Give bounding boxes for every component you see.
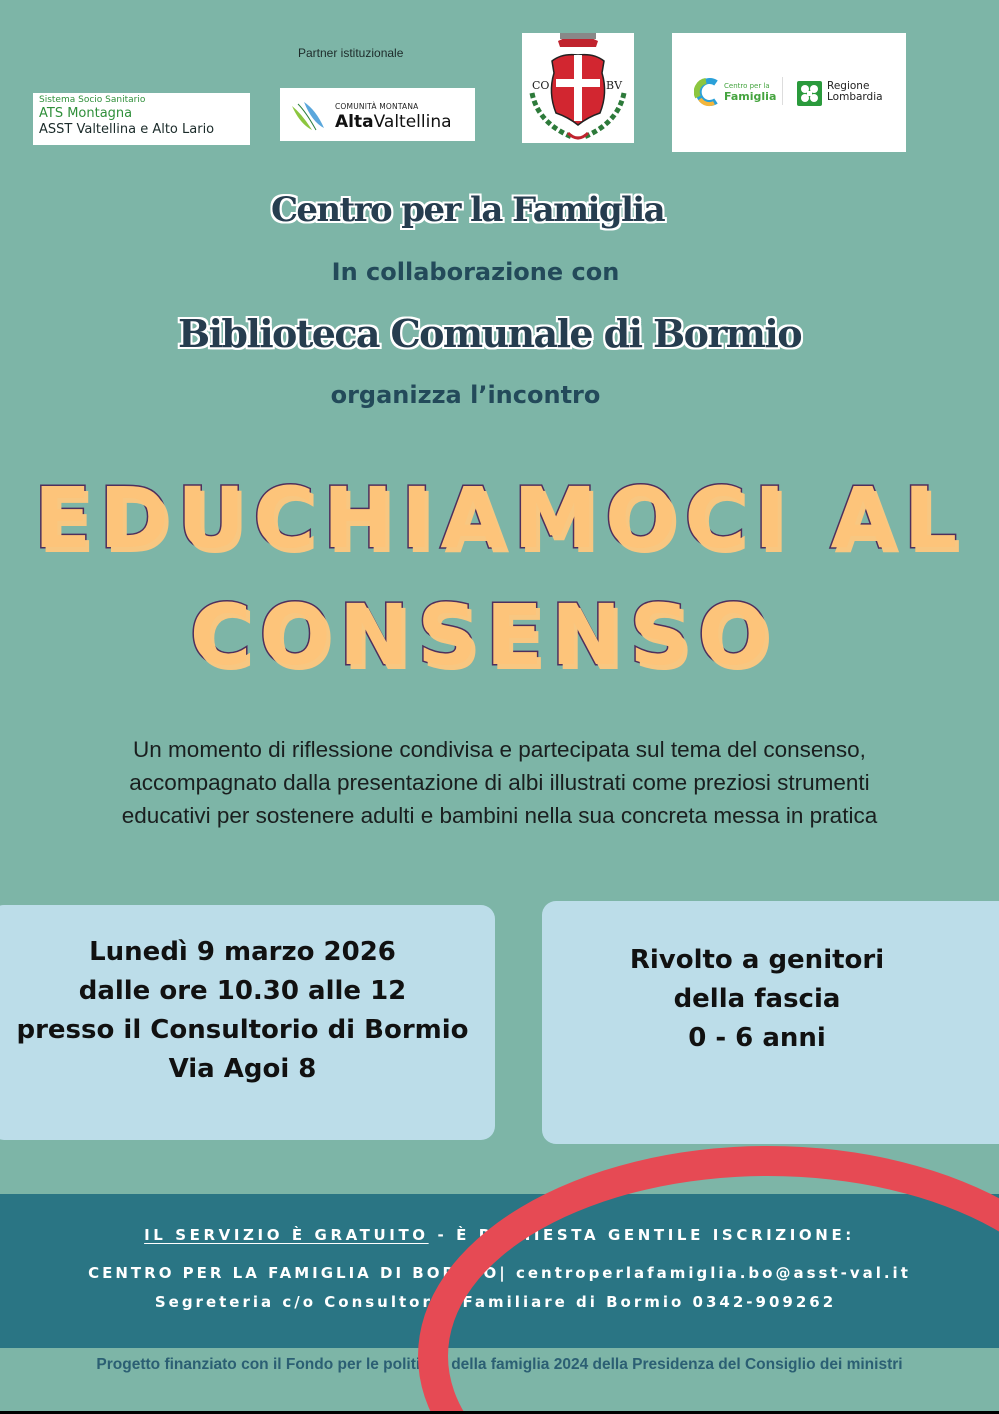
event-title-line2: CONSENSO — [189, 586, 778, 684]
funding-note: Progetto finanziato con il Fondo per le politiche della famiglia 2024 della Presidenza del Consiglio dei ministri — [96, 1356, 903, 1373]
ats-line3: ASST Valtellina e Alto Lario — [39, 122, 215, 137]
ats-montagna-logo — [33, 93, 250, 145]
centro-famiglia-regione-logo — [672, 33, 906, 152]
regione-text: Regione Lombardia — [827, 80, 883, 103]
ats-line1: Sistema Socio Sanitario — [39, 95, 146, 105]
cm-small-text: COMUNITÀ MONTANA — [335, 102, 419, 111]
partner-heading: Biblioteca Comunale di Bormio — [178, 311, 801, 356]
cm-big-text: AltaValtellina — [335, 112, 452, 132]
event-title-line1: EDUCHIAMOCI AL — [33, 469, 966, 567]
organizer-heading: Centro per la Famiglia — [270, 190, 665, 230]
organizes-text: organizza l’incontro — [330, 381, 601, 409]
registration-note: IL SERVIZIO È GRATUITO - È RICHIESTA GENTILE ISCRIZIONE: — [144, 1226, 855, 1244]
comunita-montana-logo — [280, 88, 475, 141]
event-date: Lunedì 9 marzo 2026 — [89, 937, 396, 967]
regione-lombardia-icon — [797, 81, 822, 106]
ats-line2: ATS Montagna — [39, 106, 133, 121]
svg-text:BV: BV — [606, 79, 623, 92]
contact-email-line: CENTRO PER LA FAMIGLIA DI BORMIO| centroperlafamiglia.bo@asst-val.it — [88, 1264, 911, 1282]
cpf-line1: Centro per la — [724, 82, 770, 90]
svg-text:CO: CO — [532, 79, 550, 92]
audience-line3: 0 - 6 anni — [688, 1023, 826, 1053]
coat-of-arms-icon — [522, 33, 634, 143]
logo-separator — [782, 77, 783, 105]
partner-label: Partner istituzionale — [298, 46, 404, 60]
collaboration-text: In collaborazione con — [331, 258, 620, 286]
centro-famiglia-c-icon — [694, 77, 720, 107]
secretary-phone-line: Segreteria c/o Consultorio Familiare di Bormio 0342-909262 — [154, 1293, 837, 1311]
free-service-label: IL SERVIZIO È GRATUITO — [144, 1226, 429, 1244]
event-venue: presso il Consultorio di Bormio — [16, 1015, 469, 1045]
event-time: dalle ore 10.30 alle 12 — [78, 976, 407, 1006]
event-address: Via Agoi 8 — [168, 1054, 317, 1084]
audience-line1: Rivolto a genitori — [629, 945, 885, 975]
audience-box — [542, 901, 999, 1144]
event-description: Un momento di riflessione condivisa e partecipata sul tema del consenso, accompagnato dalla presentazione di albi illustrati come preziosi strumenti educativi per sostenere adulti e bambini nella sua concreta messa in pratica — [121, 737, 878, 828]
cpf-line2: Famiglia — [724, 90, 777, 103]
bormio-crest-logo — [522, 33, 634, 143]
audience-line2: della fascia — [673, 984, 841, 1014]
date-location-box — [0, 905, 495, 1140]
feather-icon — [290, 100, 330, 132]
